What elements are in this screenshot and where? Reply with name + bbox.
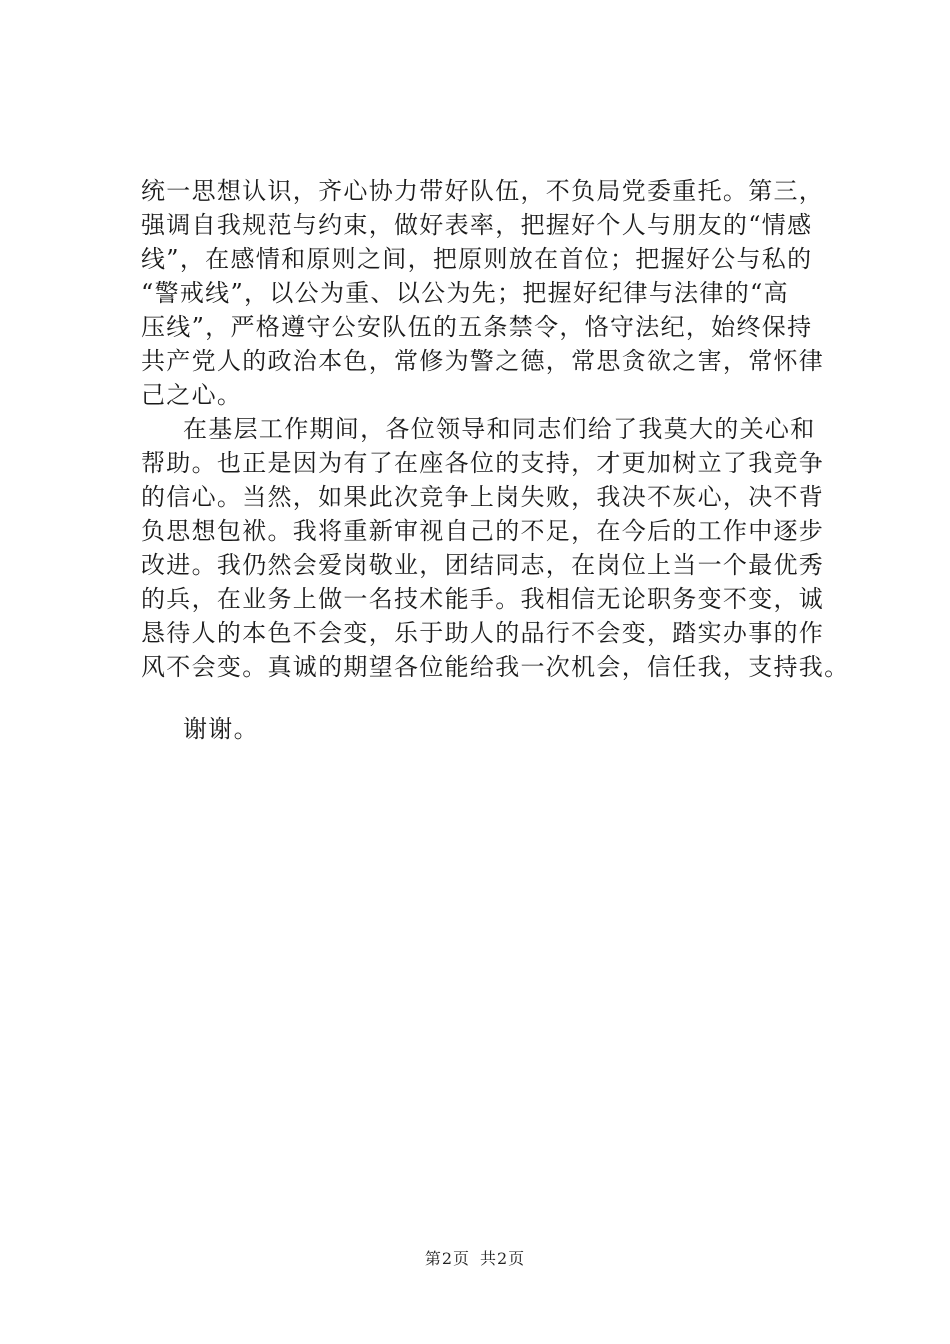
text-line: 在基层工作期间，各位领导和同志们给了我莫大的关心和 bbox=[183, 415, 816, 443]
page-number: 第2页 bbox=[424, 1249, 470, 1268]
text-line: 强调自我规范与约束，做好表率，把握好个人与朋友的“情感 bbox=[141, 211, 813, 239]
text-line: 恳待人的本色不会变，乐于助人的品行不会变，踏实办事的作 bbox=[141, 619, 825, 647]
page-footer bbox=[0, 1246, 950, 1269]
text-line: 帮助。也正是因为有了在座各位的支持，才更加树立了我竞争 bbox=[141, 449, 825, 477]
paragraph-spacer bbox=[141, 684, 841, 712]
paragraph-2 bbox=[141, 412, 850, 684]
text-line: 线”，在感情和原则之间，把原则放在首位；把握好公与私的 bbox=[141, 245, 813, 273]
text-line: 的兵，在业务上做一名技术能手。我相信无论职务变不变，诚 bbox=[141, 585, 825, 613]
text-line: “警戒线”，以公为重、以公为先；把握好纪律与法律的“高 bbox=[141, 279, 789, 307]
closing-line: 谢谢。 bbox=[183, 715, 259, 743]
text-line: 的信心。当然，如果此次竞争上岗失败，我决不灰心，决不背 bbox=[141, 483, 825, 511]
paragraph-1 bbox=[141, 174, 841, 412]
text-line: 共产党人的政治本色，常修为警之德，常思贪欲之害，常怀律 bbox=[141, 347, 825, 375]
text-line: 负思想包袱。我将重新审视自己的不足，在今后的工作中逐步 bbox=[141, 517, 825, 545]
text-line: 压线”，严格遵守公安队伍的五条禁令，恪守法纪，始终保持 bbox=[141, 313, 813, 341]
text-line: 改进。我仍然会爱岗敬业，团结同志，在岗位上当一个最优秀 bbox=[141, 551, 825, 579]
text-line: 风不会变。真诚的期望各位能给我一次机会，信任我，支持我。 bbox=[141, 653, 850, 681]
document-body bbox=[141, 174, 850, 746]
text-line: 统一思想认识，齐心协力带好队伍，不负局党委重托。第三， bbox=[141, 177, 825, 205]
text-line: 己之心。 bbox=[141, 381, 243, 409]
page-total: 共2页 bbox=[480, 1249, 526, 1268]
